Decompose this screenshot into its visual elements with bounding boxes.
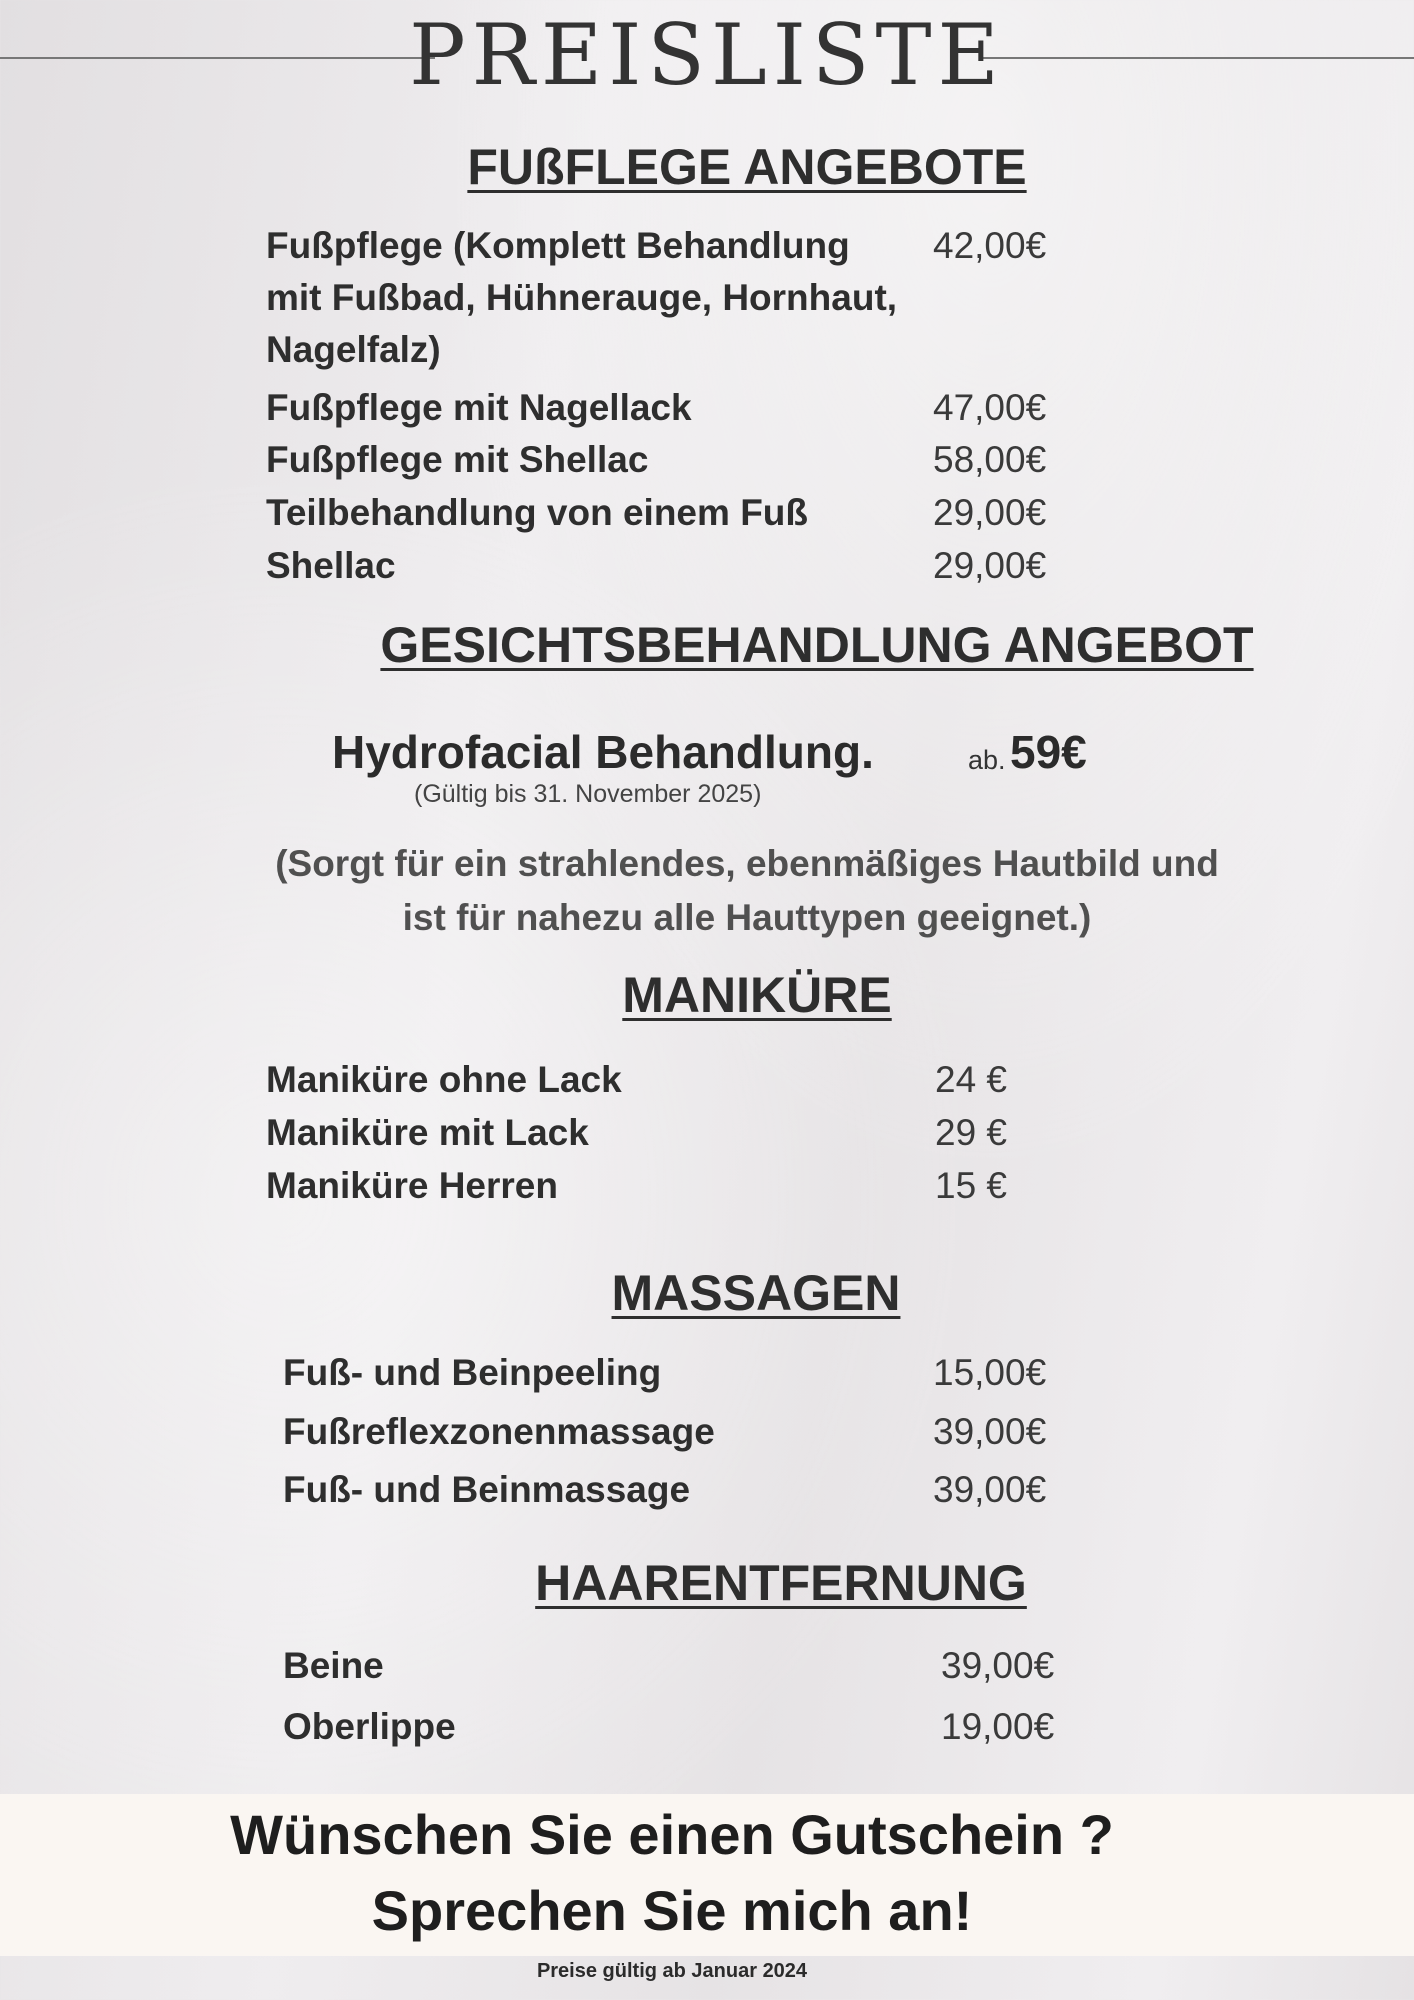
list-item-name: Fußpflege (Komplett Behandlung mit Fußbad, Hühnerauge, Hornhaut, Nagelfalz) <box>266 225 898 370</box>
list-item-price: 39,00€ <box>941 1645 1055 1686</box>
list-item-name: Maniküre Herren <box>266 1165 558 1206</box>
list-item-price: 24 € <box>935 1059 1008 1100</box>
list-item-price: 58,00€ <box>933 439 1047 480</box>
section-heading-haarentfernung: HAARENTFERNUNG <box>535 1555 1027 1611</box>
list-item-price: 29,00€ <box>933 545 1047 586</box>
offer-description-line2: ist für nahezu alle Hauttypen geeignet.) <box>402 897 1092 938</box>
list-item-price: 29,00€ <box>933 492 1047 533</box>
list-item-price: 39,00€ <box>933 1411 1047 1452</box>
section-heading-massagen: MASSAGEN <box>611 1265 901 1321</box>
list-item-name: Fuß- und Beinpeeling <box>283 1352 662 1393</box>
list-item-name: Teilbehandlung von einem Fuß <box>266 492 808 533</box>
list-item-price: 39,00€ <box>933 1469 1047 1510</box>
offer-validity: (Gültig bis 31. November 2025) <box>414 780 762 808</box>
list-item-name: Fußpflege mit Shellac <box>266 439 649 480</box>
list-item-name: Maniküre ohne Lack <box>266 1059 622 1100</box>
list-item-price: 47,00€ <box>933 387 1047 428</box>
offer-name: Hydrofacial Behandlung. <box>332 726 874 778</box>
list-item-name: Fußreflexzonenmassage <box>283 1411 715 1452</box>
section-heading-fusspflege: FUßFLEGE ANGEBOTE <box>467 139 1027 195</box>
list-item-price: 15,00€ <box>933 1352 1047 1393</box>
page-title: PREISLISTE <box>409 6 1005 104</box>
list-item-name: Oberlippe <box>283 1706 456 1747</box>
list-item-name: Maniküre mit Lack <box>266 1112 589 1153</box>
footer-note: Preise gültig ab Januar 2024 <box>536 1960 808 1982</box>
list-item-price: 19,00€ <box>941 1706 1055 1747</box>
list-item-name: Fußpflege mit Nagellack <box>266 387 692 428</box>
voucher-banner-line1: Wünschen Sie einen Gutschein ? <box>230 1803 1114 1866</box>
section-heading-manikuere: MANIKÜRE <box>622 967 892 1023</box>
list-item-name: Beine <box>283 1645 384 1686</box>
list-item-price: 15 € <box>935 1165 1008 1206</box>
offer-price-prefix: ab. <box>968 745 1006 775</box>
voucher-banner-line2: Sprechen Sie mich an! <box>371 1879 973 1942</box>
list-item-name: Shellac <box>266 545 396 586</box>
list-item-name: Fuß- und Beinmassage <box>283 1469 691 1510</box>
offer-description-line1: (Sorgt für ein strahlendes, ebenmäßiges Hautbild und <box>275 843 1219 884</box>
list-item-price: 29 € <box>935 1112 1008 1153</box>
section-heading-gesicht: GESICHTSBEHANDLUNG ANGEBOT <box>380 617 1254 673</box>
list-item-price: 42,00€ <box>933 225 1047 266</box>
offer-price: 59€ <box>1010 726 1087 778</box>
